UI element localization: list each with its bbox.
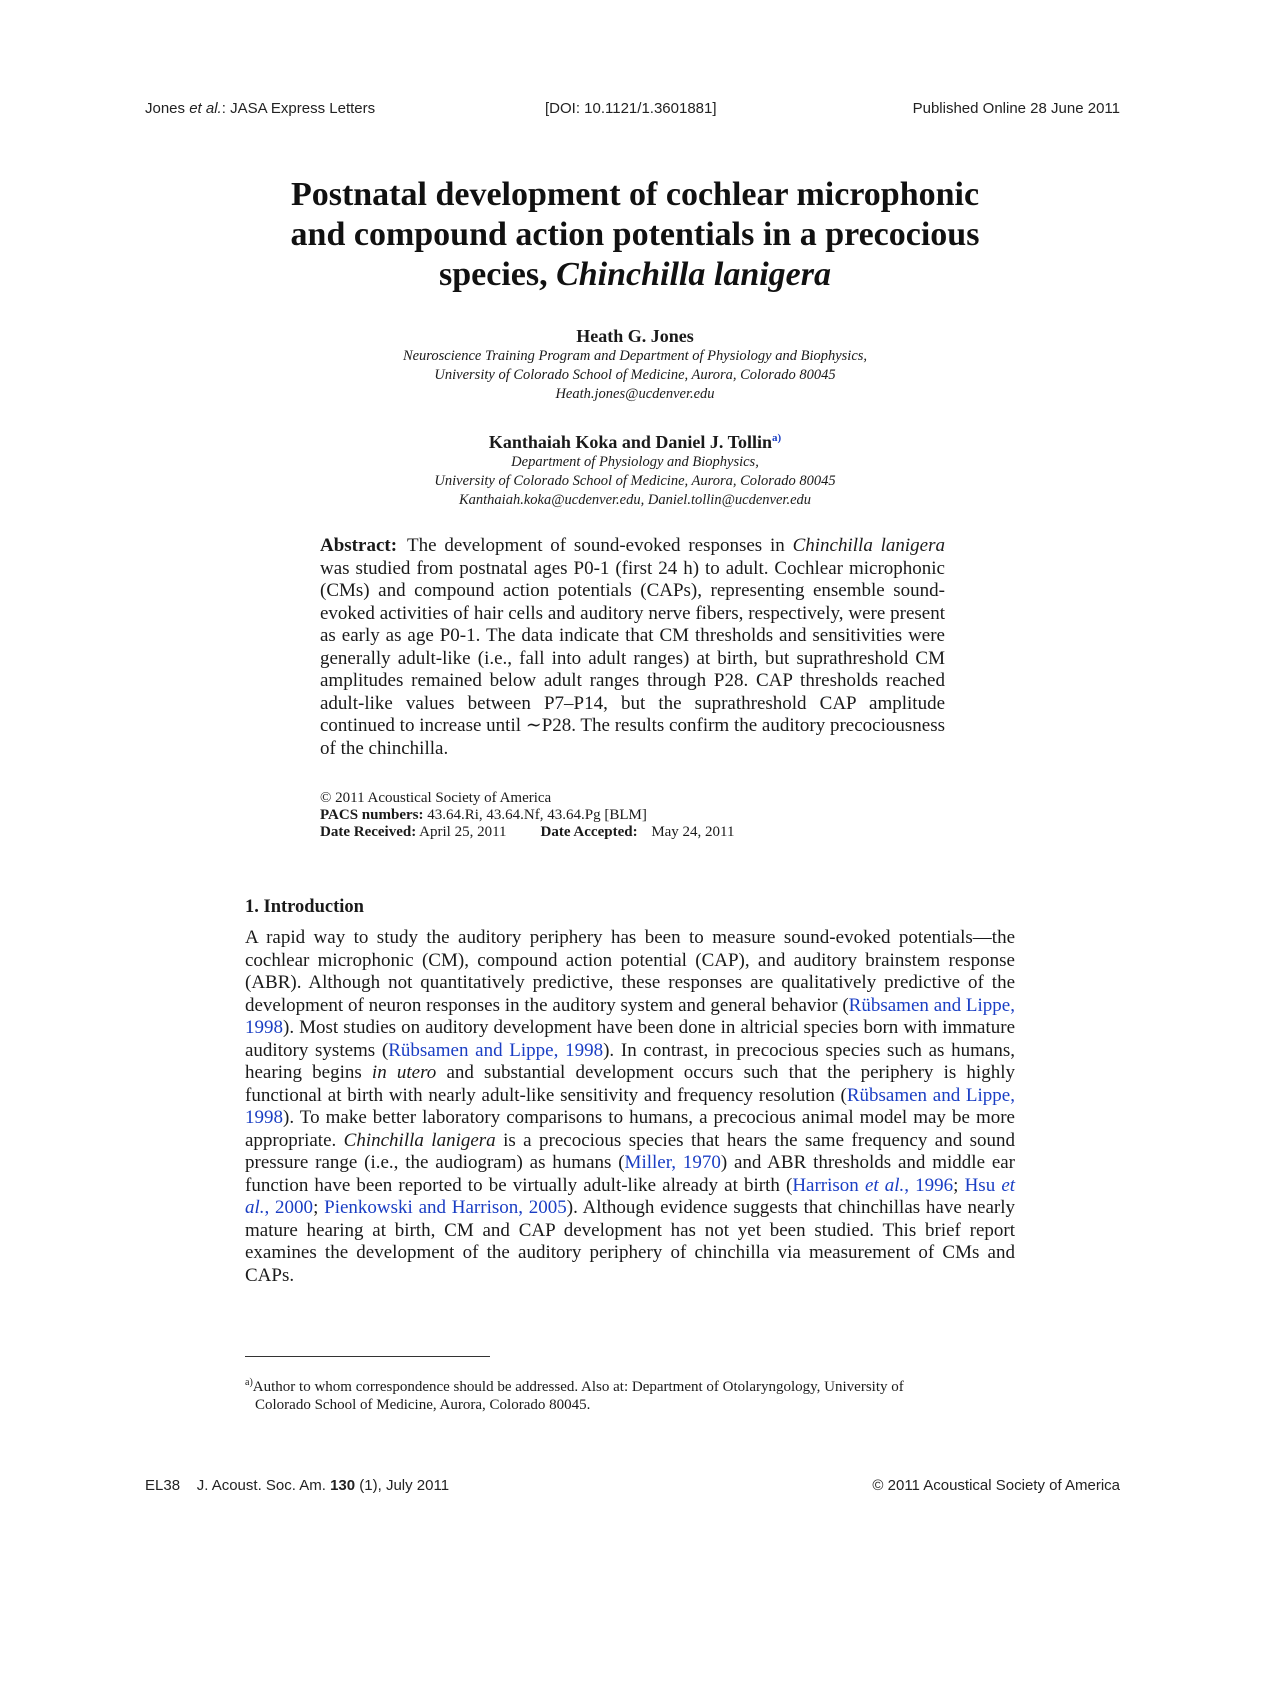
footnote-line-2: Colorado School of Medicine, Aurora, Colorado 80045. — [255, 1397, 591, 1413]
introduction-paragraph — [245, 927, 1015, 1287]
pacs-label: PACS numbers: — [320, 807, 424, 823]
title-line-3-prefix: species, — [439, 256, 557, 293]
affiliation-1 — [190, 347, 1080, 404]
citation-pienkowski[interactable]: Pienkowski and Harrison, 2005 — [324, 1197, 567, 1218]
header-journal — [145, 100, 375, 117]
footer-page-journal: EL38 J. Acoust. Soc. Am. — [145, 1477, 331, 1494]
date-accepted-label: Date Accepted: — [540, 824, 638, 840]
header-published-date: Published Online 28 June 2011 — [912, 100, 1120, 117]
title-line-2: and compound action potentials in a precocious — [290, 216, 980, 253]
header-doi: [DOI: 10.1121/1.3601881] — [545, 100, 717, 117]
title-species: Chinchilla lanigera — [556, 256, 831, 293]
footer-volume: 130 — [330, 1477, 356, 1494]
affiliation-1-line-1: Neuroscience Training Program and Department of Physiology and Biophysics, — [402, 348, 868, 364]
citation-rubsamen-2[interactable]: Rübsamen and Lippe, 1998 — [388, 1039, 604, 1061]
date-accepted-value: May 24, 2011 — [651, 824, 735, 840]
title-line-1: Postnatal development of cochlear microphonic — [290, 176, 980, 213]
intro-text-7: ) and ABR thresholds and middle ear function have been reported to be virtually adult-like already at birth ( — [245, 1152, 1016, 1196]
intro-text-4: and substantial development occurs such that the periphery is highly functional at birth with nearly adult-like sensitivity and frequency resolution ( — [245, 1062, 1015, 1106]
header-etal: et al. — [189, 100, 222, 117]
intro-species: Chinchilla lanigera — [343, 1129, 496, 1151]
citation-harrison-etal: et al. — [864, 1174, 905, 1196]
pacs-line — [320, 807, 735, 824]
footer-copyright: © 2011 Acoustical Society of America — [872, 1477, 1120, 1494]
citation-hsu-etal: et al. — [245, 1174, 1016, 1218]
affiliation-2 — [190, 453, 1080, 510]
header-journal-name: : JASA Express Letters — [221, 100, 376, 117]
paper-title — [190, 175, 1080, 295]
footnote — [245, 1374, 1015, 1414]
author-email-1[interactable]: Heath.jones@ucdenver.edu — [555, 386, 715, 402]
pacs-value: 43.64.Ri, 43.64.Nf, 43.64.Pg [BLM] — [427, 807, 647, 823]
intro-text-1: A rapid way to study the auditory periphery has been to measure sound-evoked potentials—the cochlear microphonic (CM), compound action potential (CAP), and auditory brainstem response (ABR). Although not quantitatively predictive, these responses are qualitatively predictive of the development of neuron responses in the auditory system and general behavior ( — [245, 927, 1015, 1016]
abstract-text-1: The development of sound-evoked responses in — [407, 535, 793, 556]
intro-text-5: ). To make better laboratory comparisons to humans, a precocious animal model may be more appropriate. — [245, 1107, 1015, 1151]
intro-text-2: ). Most studies on auditory development have been done in altricial species born with immature auditory systems ( — [245, 1017, 1015, 1061]
affiliation-2-line-2: University of Colorado School of Medicine, Aurora, Colorado 80045 — [434, 473, 836, 489]
footer-issue: (1), July 2011 — [355, 1477, 450, 1494]
citation-harrison[interactable] — [792, 1175, 953, 1196]
author-email-2[interactable]: Kanthaiah.koka@ucdenver.edu, Daniel.tollin@ucdenver.edu — [458, 492, 812, 508]
article-metadata — [320, 790, 735, 841]
affiliation-2-line-1: Department of Physiology and Biophysics, — [511, 454, 759, 470]
section-heading-introduction: 1. Introduction — [245, 897, 364, 917]
citation-rubsamen-3[interactable]: Rübsamen and Lippe, 1998 — [245, 1084, 1015, 1128]
copyright-line: © 2011 Acoustical Society of America — [320, 790, 552, 806]
header-author: Jones — [145, 100, 190, 117]
citation-harrison-author: Harrison — [792, 1174, 865, 1196]
author-name-1: Heath G. Jones — [576, 326, 694, 346]
title-line-3 — [190, 255, 1080, 295]
citation-separator-1: ; — [953, 1174, 965, 1196]
intro-text-8: ). Although evidence suggests that chinchillas have nearly mature hearing at birth, CM and CAP development has not yet been studied. This brief report examines the development of the auditory periphery of chinchilla via measurement of CMs and CAPs. — [245, 1197, 1016, 1286]
author-block-2 — [190, 427, 1080, 510]
citation-miller[interactable]: Miller, 1970 — [624, 1152, 721, 1173]
abstract-label: Abstract: — [320, 535, 398, 556]
footnote-marker-link[interactable]: a) — [771, 432, 782, 444]
citation-hsu-year: , 2000 — [264, 1197, 314, 1218]
citation-rubsamen-1[interactable]: Rübsamen and Lippe, 1998 — [245, 994, 1015, 1038]
abstract-species: Chinchilla lanigera — [792, 535, 946, 556]
author-name-2 — [190, 427, 1080, 453]
affiliation-1-line-2: University of Colorado School of Medicine, Aurora, Colorado 80045 — [434, 367, 836, 383]
footnote-line-1: Author to whom correspondence should be addressed. Also at: Department of Otolaryngology, University of — [252, 1379, 904, 1395]
footer-citation — [145, 1477, 449, 1494]
author-names-2: Kanthaiah Koka and Daniel J. Tollin — [488, 432, 772, 452]
author-block-1 — [190, 325, 1080, 404]
abstract — [320, 535, 945, 760]
citation-harrison-year: , 1996 — [904, 1174, 954, 1196]
citation-hsu-author: Hsu — [964, 1174, 1002, 1196]
abstract-text-2: was studied from postnatal ages P0-1 (first 24 h) to adult. Cochlear microphonic (CMs) and compound action potentials (CAPs), representing ensemble sound-evoked activities of hair cells and auditory nerve fibers, respectively, were present as early as age P0-1. The data indicate that CM thresholds and sensitivities were generally adult-like (i.e., fall into adult ranges) at birth, but suprathreshold CM amplitudes remained below adult ranges through P28. CAP thresholds reached adult-like values between P7–P14, but the suprathreshold CAP amplitude continued to increase until ∼P28. The results confirm the auditory precociousness of the chinchilla. — [320, 557, 946, 759]
intro-text-6: is a precocious species that hears the same frequency and sound pressure range (i.e., the audiogram) as humans ( — [245, 1129, 1015, 1173]
intro-text-3: ). In contrast, in precocious species such as humans, hearing begins — [245, 1039, 1015, 1083]
footnote-divider — [245, 1356, 490, 1357]
dates-line — [320, 824, 735, 841]
citation-separator-2: ; — [313, 1197, 325, 1218]
date-received-value: April 25, 2011 — [419, 824, 507, 840]
date-received-label: Date Received: — [320, 824, 417, 840]
intro-italic-in-utero: in utero — [371, 1062, 437, 1083]
footnote-marker: a) — [245, 1377, 253, 1388]
